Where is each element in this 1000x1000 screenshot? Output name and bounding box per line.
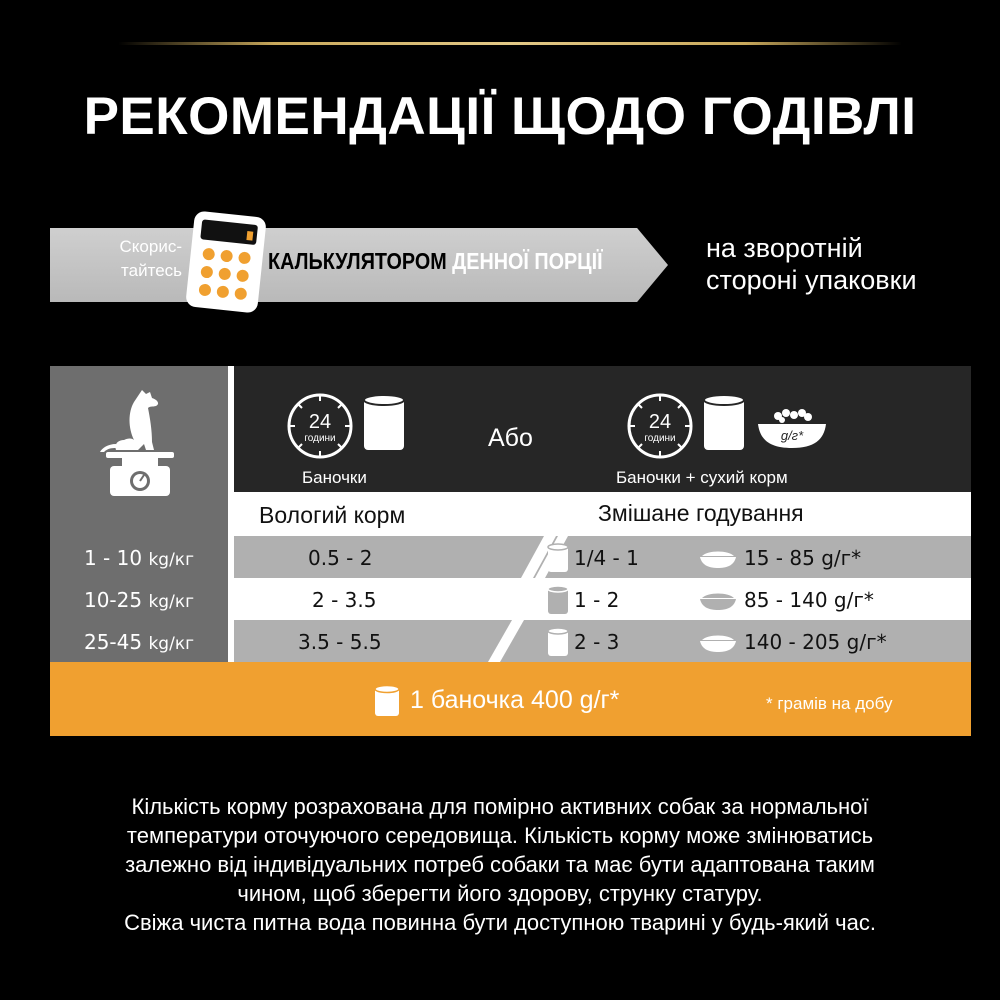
- dog-on-scale-icon: [94, 378, 186, 498]
- clock-number: 24: [308, 411, 332, 433]
- clock-number: 24: [648, 411, 672, 433]
- small-can-icon: [546, 626, 570, 658]
- clock-word: години: [304, 433, 336, 444]
- note-line: температури оточуючого середовища. Кількість корму може змінюватись: [126, 823, 874, 848]
- can-icon: [360, 392, 408, 456]
- mixed-cans-row1: 1/4 - 1: [574, 546, 639, 570]
- gold-divider: [118, 42, 902, 45]
- note-line: Кількість корму розрахована для помірно активних собак за нормальної: [131, 794, 869, 819]
- small-bowl-icon: [698, 590, 738, 612]
- note-line: чином, щоб зберегти його здорову, струнку статуру.: [237, 881, 763, 906]
- banner-small-line1: Скорис-: [119, 237, 182, 256]
- weight-label-row3: [54, 630, 224, 654]
- weight-column: [50, 366, 228, 662]
- wet-food-column-title: Вологий корм: [259, 502, 406, 528]
- feeding-note: [30, 792, 970, 937]
- wet-cans-row3: 3.5 - 5.5: [298, 630, 382, 654]
- grams-per-day-note: * грамів на добу: [766, 694, 893, 713]
- side-note-line2: стороні упаковки: [706, 265, 917, 295]
- mixed-dry-row1: 15 - 85 g/г*: [744, 546, 862, 570]
- side-note-line1: на зворотній: [706, 233, 863, 263]
- option-mixed-label: Баночки + сухий корм: [616, 468, 788, 487]
- can-weight-label: 1 баночка 400 g/г*: [410, 686, 620, 714]
- weight-label-row1: [54, 546, 224, 570]
- clock-icon: [624, 390, 696, 462]
- weight-range: 1 - 10: [83, 546, 143, 570]
- weight-label-row2: [54, 588, 224, 612]
- banner-bold-text: [268, 248, 603, 275]
- back-of-pack-note: [706, 232, 976, 296]
- banner-calculator-label: КАЛЬКУЛЯТОРОМ: [268, 248, 447, 274]
- weight-unit: kg/кг: [148, 592, 195, 612]
- page-title: РЕКОМЕНДАЦІЇ ЩОДО ГОДІВЛІ: [83, 87, 917, 146]
- mixed-cans-row3: 2 - 3: [574, 630, 620, 654]
- wet-cans-row1: 0.5 - 2: [308, 546, 373, 570]
- small-bowl-icon: [698, 632, 738, 654]
- feeding-table: [50, 366, 971, 736]
- bowl-unit: g/г*: [780, 428, 804, 443]
- mixed-dry-row3: 140 - 205 g/г*: [744, 630, 887, 654]
- wet-cans-row2: 2 - 3.5: [312, 588, 377, 612]
- small-bowl-icon: [698, 548, 738, 570]
- weight-range: 25-45: [83, 630, 143, 654]
- mixed-cans-row2: 1 - 2: [574, 588, 620, 612]
- weight-unit: kg/кг: [148, 550, 195, 570]
- can-icon: [700, 392, 748, 456]
- option-cans-label: Баночки: [302, 468, 367, 487]
- small-can-icon: [546, 542, 570, 574]
- note-line: залежно від індивідуальних потреб собаки та має бути адаптована таким: [125, 852, 875, 877]
- calculator-icon: [186, 210, 266, 314]
- or-label: Або: [488, 424, 533, 452]
- mixed-dry-row2: 85 - 140 g/г*: [744, 588, 874, 612]
- weight-range: 10-25: [83, 588, 143, 612]
- can-icon: [372, 684, 402, 718]
- mixed-feeding-column-title: Змішане годування: [598, 500, 804, 526]
- note-line: Свіжа чиста питна вода повинна бути доступною тварині у будь-який час.: [124, 910, 876, 935]
- clock-word: години: [644, 433, 676, 444]
- banner-small-text: [62, 235, 182, 283]
- banner-portion-label: ДЕННОЇ ПОРЦІЇ: [452, 248, 603, 274]
- banner-small-line2: тайтесь: [121, 261, 182, 280]
- small-can-icon: [546, 584, 570, 616]
- weight-unit: kg/кг: [148, 634, 195, 654]
- clock-icon: [284, 390, 356, 462]
- dry-food-bowl-icon: [752, 406, 832, 452]
